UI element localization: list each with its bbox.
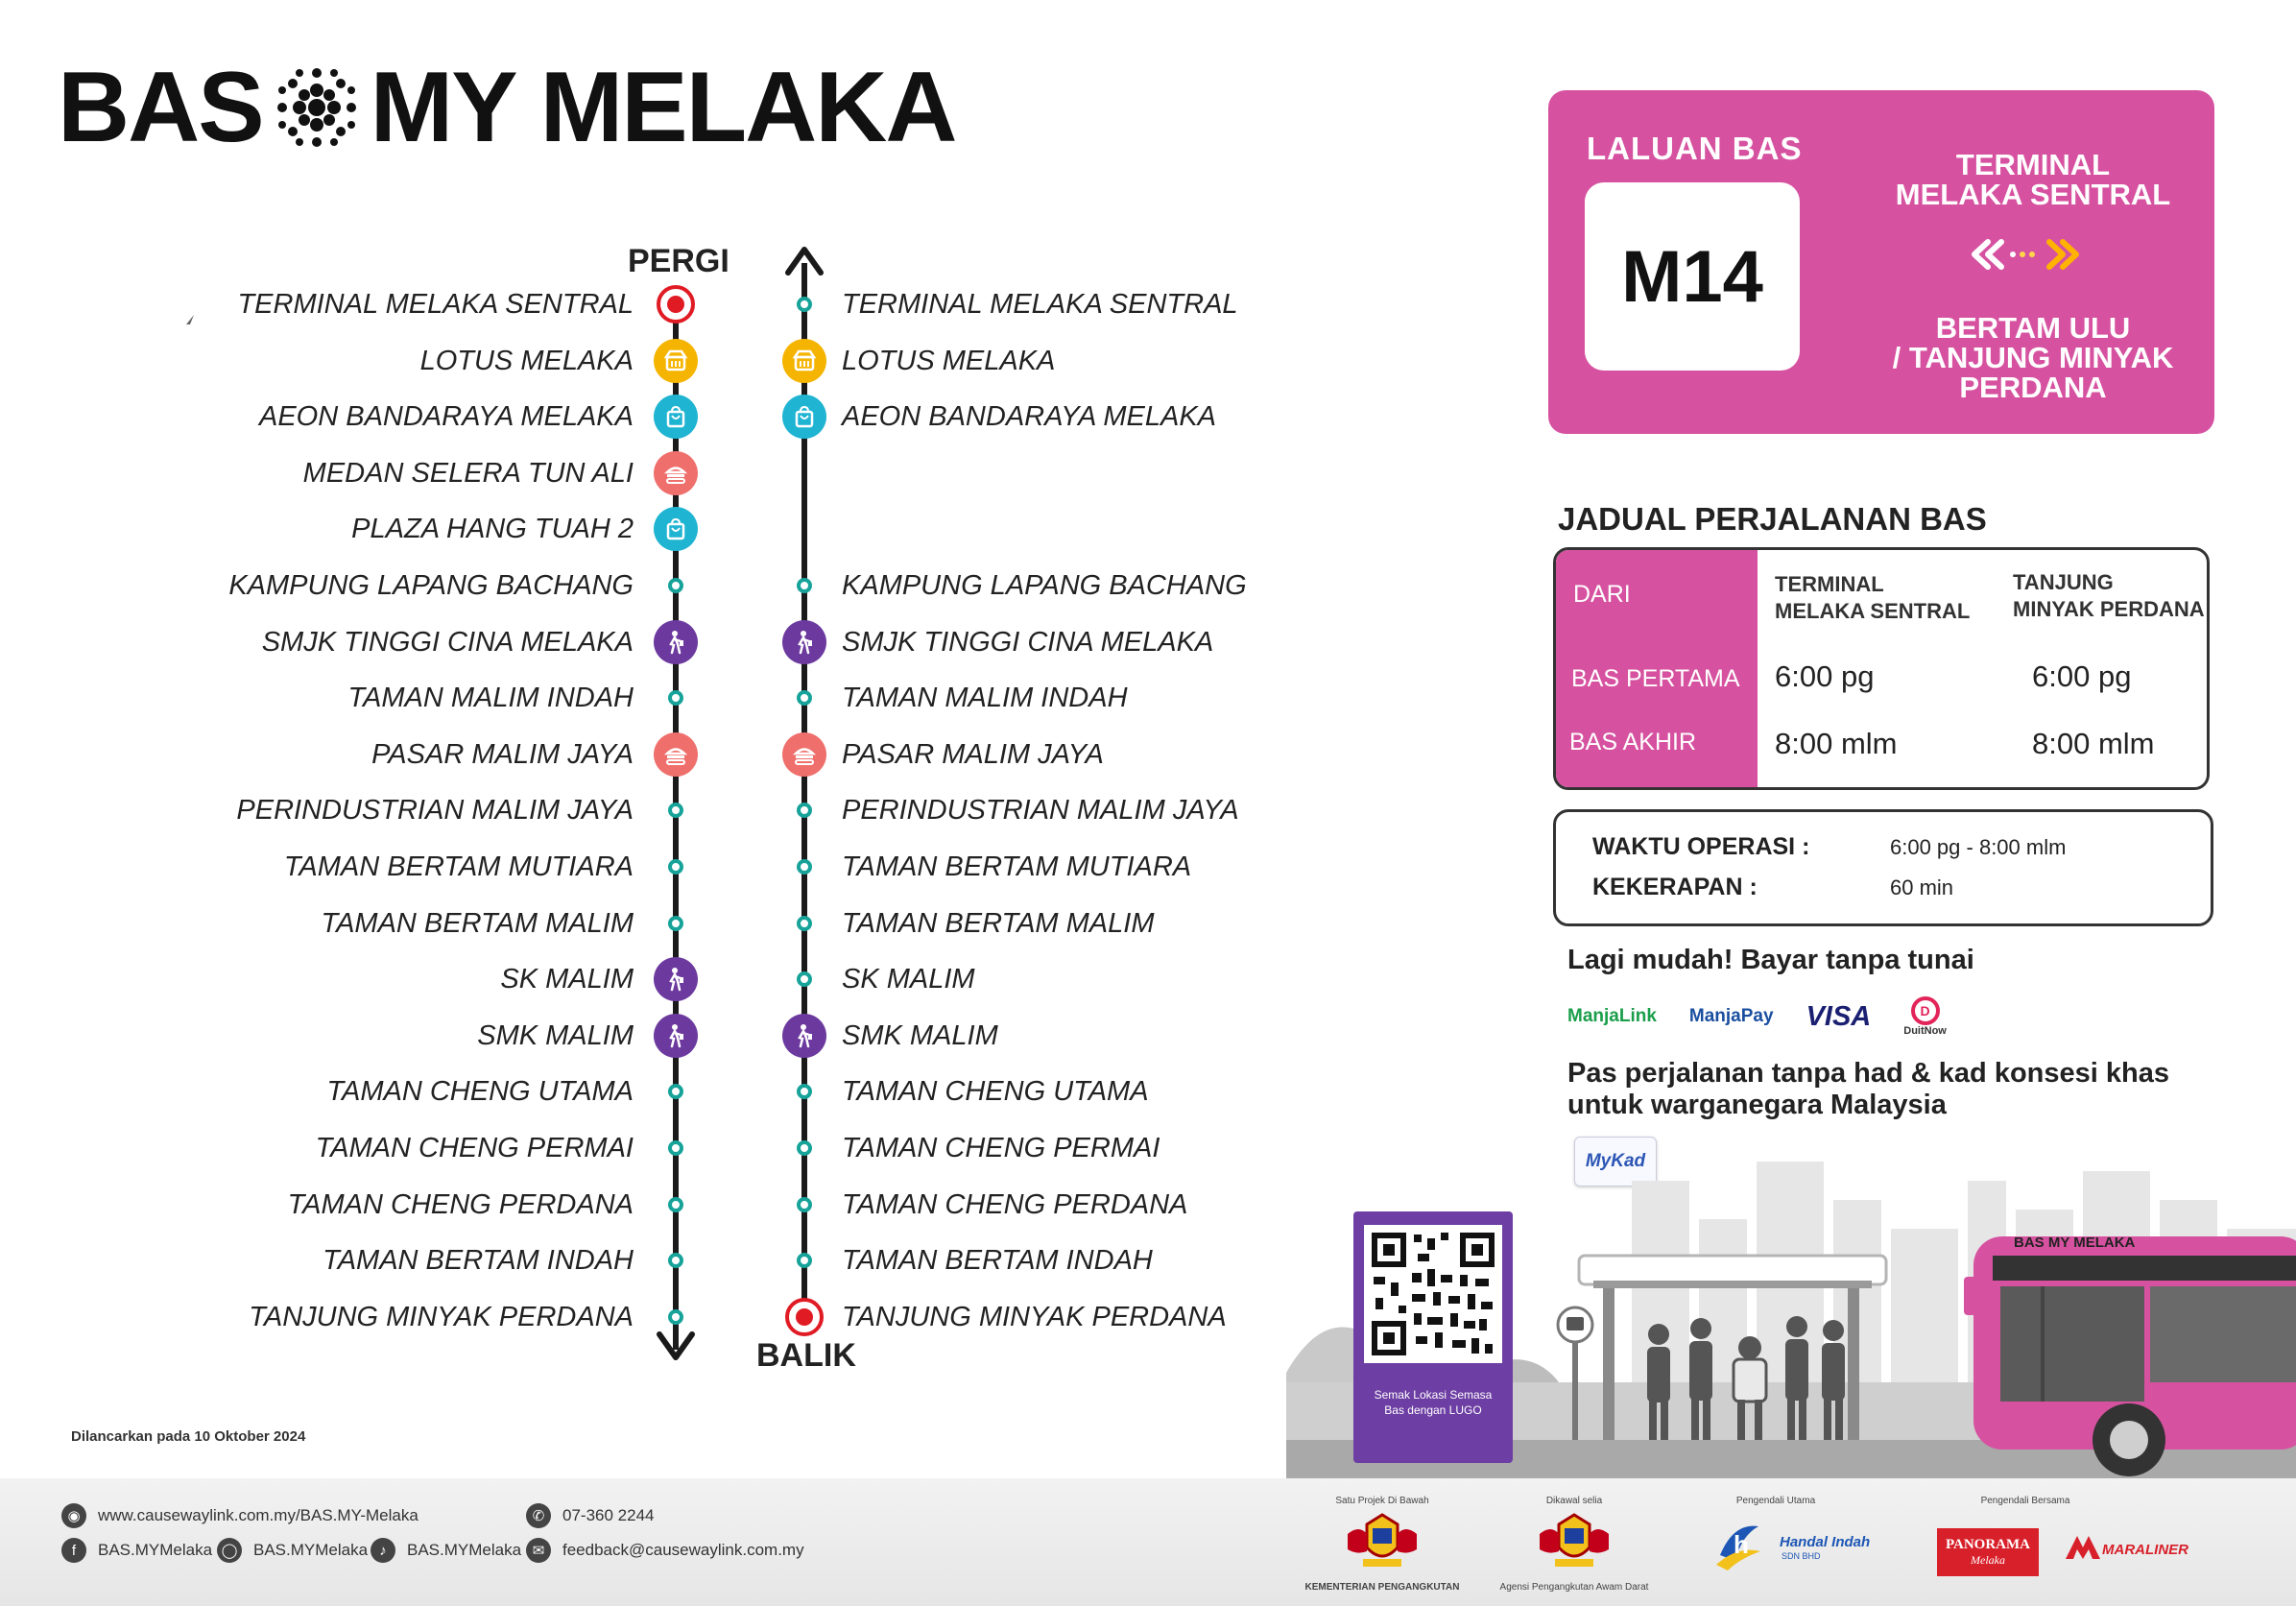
schedule-col1-header bbox=[1775, 571, 1970, 625]
outbound-stop-name: TAMAN BERTAM MALIM bbox=[321, 907, 634, 939]
logo-dots-icon bbox=[271, 61, 363, 154]
footer-facebook[interactable] bbox=[61, 1538, 212, 1563]
pass-info bbox=[1567, 1058, 2169, 1121]
ministry-name: KEMENTERIAN PENGANGKUTAN bbox=[1304, 1582, 1460, 1593]
stop-dot-icon bbox=[668, 916, 683, 931]
stop-dot-icon bbox=[797, 578, 812, 593]
outbound-stop-name: LOTUS MELAKA bbox=[419, 345, 634, 376]
stop-dot-icon bbox=[668, 1309, 683, 1325]
facebook-icon: f bbox=[61, 1538, 86, 1563]
inbound-stop-name: TAMAN CHENG UTAMA bbox=[842, 1076, 1149, 1108]
schedule-title: JADUAL PERJALANAN BAS bbox=[1558, 501, 1987, 537]
inbound-stop-name: LOTUS MELAKA bbox=[842, 345, 1056, 376]
stop-dot-icon bbox=[797, 1084, 812, 1099]
outbound-stop-name: KAMPUNG LAPANG BACHANG bbox=[228, 570, 634, 601]
schedule-first-bus-label: BAS PERTAMA bbox=[1571, 665, 1740, 692]
schedule-col1-header-line1: TERMINAL bbox=[1775, 572, 1884, 596]
inbound-stop-name: TANJUNG MINYAK PERDANA bbox=[842, 1301, 1227, 1332]
inbound-stop-name: TERMINAL MELAKA SENTRAL bbox=[842, 289, 1238, 320]
route-destination-line3: PERDANA bbox=[1959, 371, 2107, 404]
inbound-stop-name: TAMAN BERTAM MUTIARA bbox=[842, 851, 1192, 882]
schedule-from-label: DARI bbox=[1573, 581, 1631, 608]
stop-dot-icon bbox=[668, 690, 683, 706]
panorama-melaka-logo bbox=[1937, 1528, 2039, 1576]
outbound-stop-name: SMJK TINGGI CINA MELAKA bbox=[261, 626, 634, 658]
shop-icon bbox=[782, 339, 826, 383]
footer-phone-text: 07-360 2244 bbox=[562, 1506, 655, 1524]
shopping-bag-icon bbox=[654, 507, 698, 551]
schedule-col2-header bbox=[2013, 569, 2205, 623]
footer-instagram-text: BAS.MYMelaka bbox=[253, 1541, 369, 1559]
stop-dot-icon bbox=[668, 1253, 683, 1268]
outbound-stop-name: TAMAN CHENG PERMAI bbox=[315, 1133, 634, 1163]
duitnow-logo bbox=[1903, 996, 1947, 1037]
globe-icon: ◉ bbox=[61, 1503, 86, 1528]
outbound-stop-name: PASAR MALIM JAYA bbox=[371, 738, 634, 770]
co-operator-caption: Pengendali Bersama bbox=[1980, 1496, 2070, 1506]
outbound-arrow-down-icon bbox=[656, 1321, 696, 1363]
outbound-stop-name: TANJUNG MINYAK PERDANA bbox=[249, 1301, 634, 1332]
footer-website[interactable] bbox=[61, 1503, 419, 1528]
schedule-col1-header-line2: MELAKA SENTRAL bbox=[1775, 599, 1971, 623]
frequency-label: KEKERAPAN : bbox=[1592, 874, 1758, 900]
inbound-stop-name: PASAR MALIM JAYA bbox=[842, 738, 1104, 770]
outbound-stop-name: TAMAN MALIM INDAH bbox=[347, 683, 634, 714]
terminal-icon bbox=[785, 1298, 824, 1336]
shop-icon bbox=[654, 339, 698, 383]
terminal-icon bbox=[657, 285, 695, 324]
route-destination bbox=[1875, 313, 2191, 402]
inbound-arrow-up-icon bbox=[784, 244, 825, 286]
frequency-value: 60 min bbox=[1890, 875, 1954, 899]
stop-dot-icon bbox=[797, 916, 812, 931]
inbound-stop-name: TAMAN CHENG PERMAI bbox=[842, 1133, 1160, 1163]
route-card bbox=[1548, 90, 2214, 434]
food-icon bbox=[654, 451, 698, 495]
panorama-sub: Melaka bbox=[1971, 1553, 2005, 1567]
school-icon bbox=[782, 620, 826, 664]
operator-name: Handal Indah bbox=[1780, 1534, 1871, 1550]
stop-dot-icon bbox=[797, 297, 812, 312]
email-icon: ✉ bbox=[526, 1538, 551, 1563]
tiktok-icon: ♪ bbox=[371, 1538, 395, 1563]
footer-email-text: feedback@causewaylink.com.my bbox=[562, 1541, 804, 1559]
schedule-first-col2: 6:00 pg bbox=[2032, 659, 2132, 693]
route-origin-line1: TERMINAL bbox=[1955, 148, 2111, 181]
maraliner-text: MARALINER bbox=[2102, 1542, 2188, 1558]
pass-info-line2: untuk warganegara Malaysia bbox=[1567, 1090, 1947, 1120]
footer-tiktok[interactable] bbox=[371, 1538, 521, 1563]
route-destination-line1: BERTAM ULU bbox=[1935, 311, 2131, 345]
outbound-stop-name: PLAZA HANG TUAH 2 bbox=[351, 514, 634, 545]
school-icon bbox=[654, 620, 698, 664]
stop-dot-icon bbox=[668, 578, 683, 593]
stop-dot-icon bbox=[797, 1197, 812, 1212]
shopping-bag-icon bbox=[782, 395, 826, 439]
stop-dot-icon bbox=[668, 1197, 683, 1212]
stop-dot-icon bbox=[668, 1140, 683, 1156]
stop-dot-icon bbox=[668, 803, 683, 818]
route-number: M14 bbox=[1585, 182, 1800, 371]
footer-facebook-text: BAS.MYMelaka bbox=[98, 1541, 213, 1559]
direction-outbound-label: PERGI bbox=[628, 243, 729, 279]
outbound-stop-name: TAMAN BERTAM MUTIARA bbox=[283, 851, 634, 882]
inbound-stop-name: TAMAN MALIM INDAH bbox=[842, 683, 1128, 714]
logo-text-bas: BAS bbox=[58, 52, 263, 163]
route-destination-line2: / TANJUNG MINYAK bbox=[1892, 341, 2174, 374]
footer-website-text: www.causewaylink.com.my/BAS.MY-Melaka bbox=[98, 1506, 419, 1524]
schedule-col2-header-line1: TANJUNG bbox=[2013, 570, 2114, 594]
maraliner-logo-icon bbox=[2064, 1530, 2102, 1565]
operator-caption: Pengendali Utama bbox=[1735, 1496, 1816, 1506]
route-origin-line2: MELAKA SENTRAL bbox=[1895, 178, 2171, 211]
phone-icon: ✆ bbox=[526, 1503, 551, 1528]
inbound-stop-name: TAMAN BERTAM MALIM bbox=[842, 907, 1155, 939]
visa-logo: VISA bbox=[1806, 1000, 1872, 1032]
instagram-icon: ◯ bbox=[217, 1538, 242, 1563]
footer-instagram[interactable] bbox=[217, 1538, 368, 1563]
schedule-last-bus-label: BAS AKHIR bbox=[1569, 729, 1696, 755]
inbound-stop-name: TAMAN BERTAM INDAH bbox=[842, 1245, 1153, 1277]
decorative-mark-icon bbox=[184, 313, 196, 326]
schedule-last-col1: 8:00 mlm bbox=[1775, 727, 1898, 760]
bus-brand-text: BAS MY MELAKA bbox=[2014, 1234, 2136, 1251]
inbound-stop-name: PERINDUSTRIAN MALIM JAYA bbox=[842, 795, 1239, 827]
handal-indah-logo-icon bbox=[1714, 1517, 1762, 1572]
stop-dot-icon bbox=[797, 690, 812, 706]
school-icon bbox=[782, 1014, 826, 1058]
schedule-last-col2: 8:00 mlm bbox=[2032, 727, 2155, 760]
agency-name: Agensi Pengangkutan Awam Darat bbox=[1499, 1582, 1649, 1593]
outbound-stop-name: TERMINAL MELAKA SENTRAL bbox=[237, 289, 634, 320]
mykad-logo: MyKad bbox=[1574, 1137, 1657, 1187]
qr-code-icon[interactable] bbox=[1364, 1225, 1502, 1363]
qr-caption-line2: Bas dengan LUGO bbox=[1384, 1403, 1482, 1417]
stop-dot-icon bbox=[797, 1140, 812, 1156]
inbound-stop-name: SK MALIM bbox=[842, 964, 975, 995]
qr-card bbox=[1353, 1211, 1513, 1463]
inbound-stop-name: SMJK TINGGI CINA MELAKA bbox=[842, 626, 1214, 658]
manjapay-logo: ManjaPay bbox=[1688, 1006, 1774, 1026]
payment-logos bbox=[1567, 996, 1947, 1037]
duitnow-label: DuitNow bbox=[1903, 1025, 1947, 1037]
svg-text:h: h bbox=[1734, 1530, 1749, 1559]
outbound-stop-name: AEON BANDARAYA MELAKA bbox=[258, 401, 634, 433]
agency-caption: Dikawal selia bbox=[1545, 1496, 1603, 1506]
shopping-bag-icon bbox=[654, 395, 698, 439]
direction-inbound-label: BALIK bbox=[756, 1337, 856, 1374]
operation-hours-value: 6:00 pg - 8:00 mlm bbox=[1890, 835, 2067, 859]
brand-logo bbox=[58, 52, 956, 163]
stop-dot-icon bbox=[797, 1253, 812, 1268]
outbound-stop-name: TAMAN CHENG UTAMA bbox=[326, 1076, 634, 1108]
duitnow-icon: D bbox=[1911, 996, 1940, 1025]
inbound-stop-name: KAMPUNG LAPANG BACHANG bbox=[842, 570, 1247, 601]
agency-crest-icon bbox=[1534, 1511, 1614, 1572]
launch-note: Dilancarkan pada 10 Oktober 2024 bbox=[71, 1428, 306, 1445]
schedule-col2-header-line2: MINYAK PERDANA bbox=[2013, 597, 2205, 621]
ministry-crest-icon bbox=[1342, 1511, 1423, 1572]
manjalink-logo: ManjaLink bbox=[1567, 1006, 1657, 1026]
inbound-stop-name: TAMAN CHENG PERDANA bbox=[842, 1188, 1188, 1220]
outbound-stop-name: SK MALIM bbox=[500, 964, 634, 995]
footer bbox=[0, 1478, 2296, 1606]
footer-tiktok-text: BAS.MYMelaka bbox=[407, 1541, 522, 1559]
stop-dot-icon bbox=[797, 803, 812, 818]
qr-caption-line1: Semak Lokasi Semasa bbox=[1374, 1388, 1493, 1402]
ministry-caption: Satu Projek Di Bawah bbox=[1335, 1496, 1429, 1506]
outbound-stop-name: MEDAN SELERA TUN ALI bbox=[302, 457, 634, 489]
schedule-first-col1: 6:00 pg bbox=[1775, 659, 1875, 693]
schedule-table bbox=[1553, 547, 2210, 790]
operation-hours-label: WAKTU OPERASI : bbox=[1592, 833, 1810, 860]
outbound-stop-name: TAMAN BERTAM INDAH bbox=[323, 1245, 634, 1277]
stop-dot-icon bbox=[668, 1084, 683, 1099]
payment-title: Lagi mudah! Bayar tanpa tunai bbox=[1567, 945, 1974, 975]
food-icon bbox=[782, 732, 826, 777]
stop-dot-icon bbox=[668, 859, 683, 875]
route-card-label: LALUAN BAS bbox=[1587, 131, 1803, 166]
logo-text-my-melaka: MY MELAKA bbox=[370, 52, 956, 163]
bidirectional-arrow-icon bbox=[1967, 236, 2086, 273]
panorama-text: PANORAMA bbox=[1945, 1537, 2031, 1552]
operator-sub: SDN BHD bbox=[1782, 1551, 1821, 1561]
stop-dot-icon bbox=[797, 971, 812, 987]
stop-dot-icon bbox=[797, 859, 812, 875]
outbound-stop-name: TAMAN CHENG PERDANA bbox=[287, 1188, 634, 1220]
food-icon bbox=[654, 732, 698, 777]
route-origin bbox=[1875, 150, 2191, 209]
school-icon bbox=[654, 957, 698, 1001]
pass-info-line1: Pas perjalanan tanpa had & kad konsesi khas bbox=[1567, 1058, 2169, 1089]
school-icon bbox=[654, 1014, 698, 1058]
outbound-stop-name: SMK MALIM bbox=[477, 1019, 634, 1051]
footer-email[interactable] bbox=[526, 1538, 804, 1563]
outbound-stop-name: PERINDUSTRIAN MALIM JAYA bbox=[236, 795, 634, 827]
operation-info-box bbox=[1553, 809, 2213, 926]
footer-phone[interactable] bbox=[526, 1503, 654, 1528]
inbound-stop-name: AEON BANDARAYA MELAKA bbox=[842, 401, 1217, 433]
inbound-stop-name: SMK MALIM bbox=[842, 1019, 998, 1051]
